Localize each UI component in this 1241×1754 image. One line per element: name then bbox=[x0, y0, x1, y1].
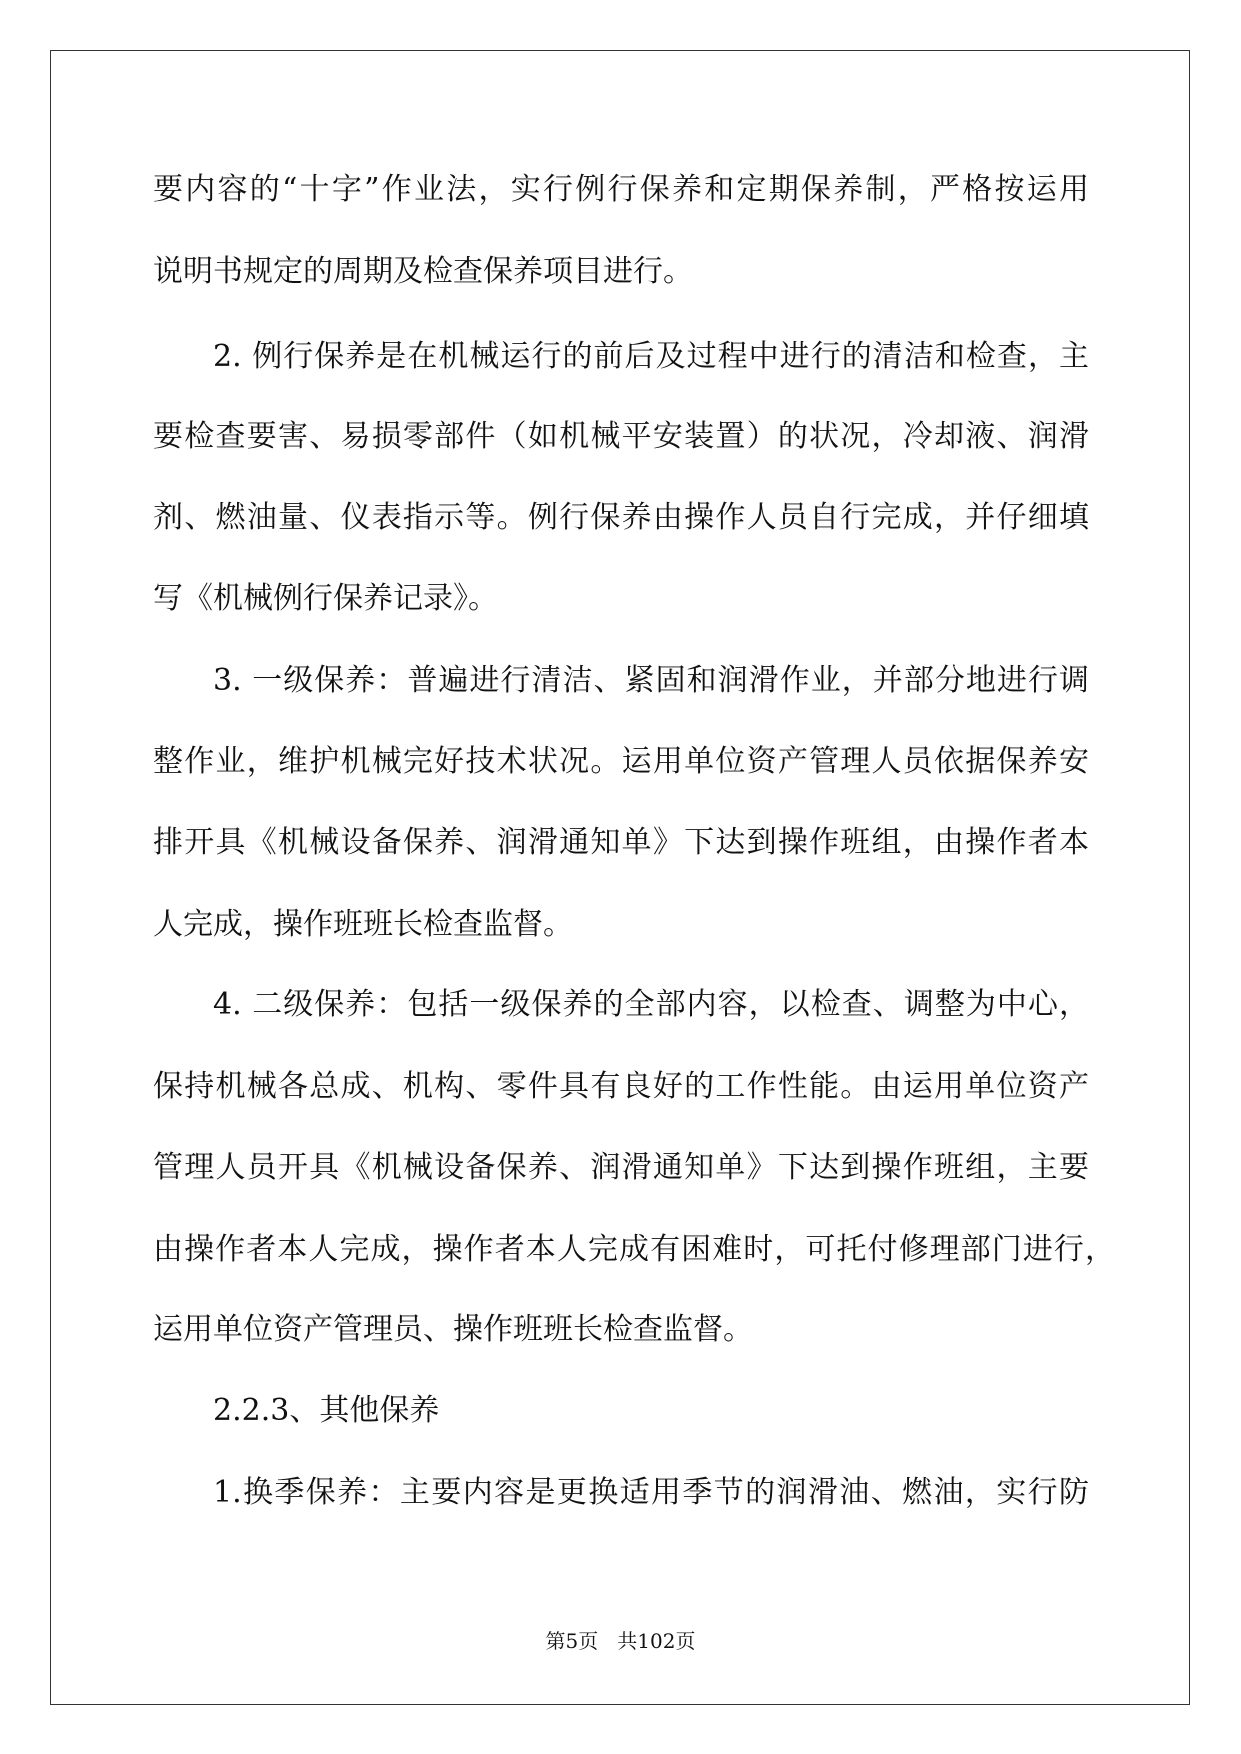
text-line: 人完成，操作班班长检查监督。 bbox=[153, 907, 573, 942]
page-number-footer: 第5页 共102页 bbox=[545, 1629, 696, 1653]
text-line: 排开具《机械设备保养、润滑通知单》下达到操作班组，由操作者本 bbox=[153, 825, 1089, 860]
text-line: 说明书规定的周期及检查保养项目进行。 bbox=[153, 254, 693, 289]
section-heading: 2.2.3、其他保养 bbox=[213, 1393, 440, 1428]
text-line: 运用单位资产管理员、操作班班长检查监督。 bbox=[153, 1312, 753, 1347]
text-line: 管理人员开具《机械设备保养、润滑通知单》下达到操作班组，主要 bbox=[153, 1150, 1089, 1185]
text-line: 要内容的“十字”作业法，实行例行保养和定期保养制，严格按运用 bbox=[153, 172, 1089, 207]
text-line: 1.换季保养：主要内容是更换适用季节的润滑油、燃油，实行防 bbox=[213, 1475, 1089, 1510]
text-line: 要检查要害、易损零部件（如机械平安装置）的状况，冷却液、润滑 bbox=[153, 419, 1089, 454]
text-line: 整作业，维护机械完好技术状况。运用单位资产管理人员依据保养安 bbox=[153, 744, 1089, 779]
text-line: 保持机械各总成、机构、零件具有良好的工作性能。由运用单位资产 bbox=[153, 1069, 1089, 1104]
text-line: 写《机械例行保养记录》。 bbox=[153, 581, 498, 616]
text-line: 4. 二级保养：包括一级保养的全部内容，以检查、调整为中心， bbox=[213, 987, 1089, 1022]
text-line: 由操作者本人完成，操作者本人完成有困难时，可托付修理部门进行， bbox=[153, 1232, 1115, 1267]
text-line: 2. 例行保养是在机械运行的前后及过程中进行的清洁和检查，主 bbox=[213, 339, 1089, 374]
text-line: 3. 一级保养：普遍进行清洁、紧固和润滑作业，并部分地进行调 bbox=[213, 663, 1089, 698]
text-line: 剂、燃油量、仪表指示等。例行保养由操作人员自行完成，并仔细填 bbox=[153, 500, 1089, 535]
page-border bbox=[50, 50, 1190, 1705]
